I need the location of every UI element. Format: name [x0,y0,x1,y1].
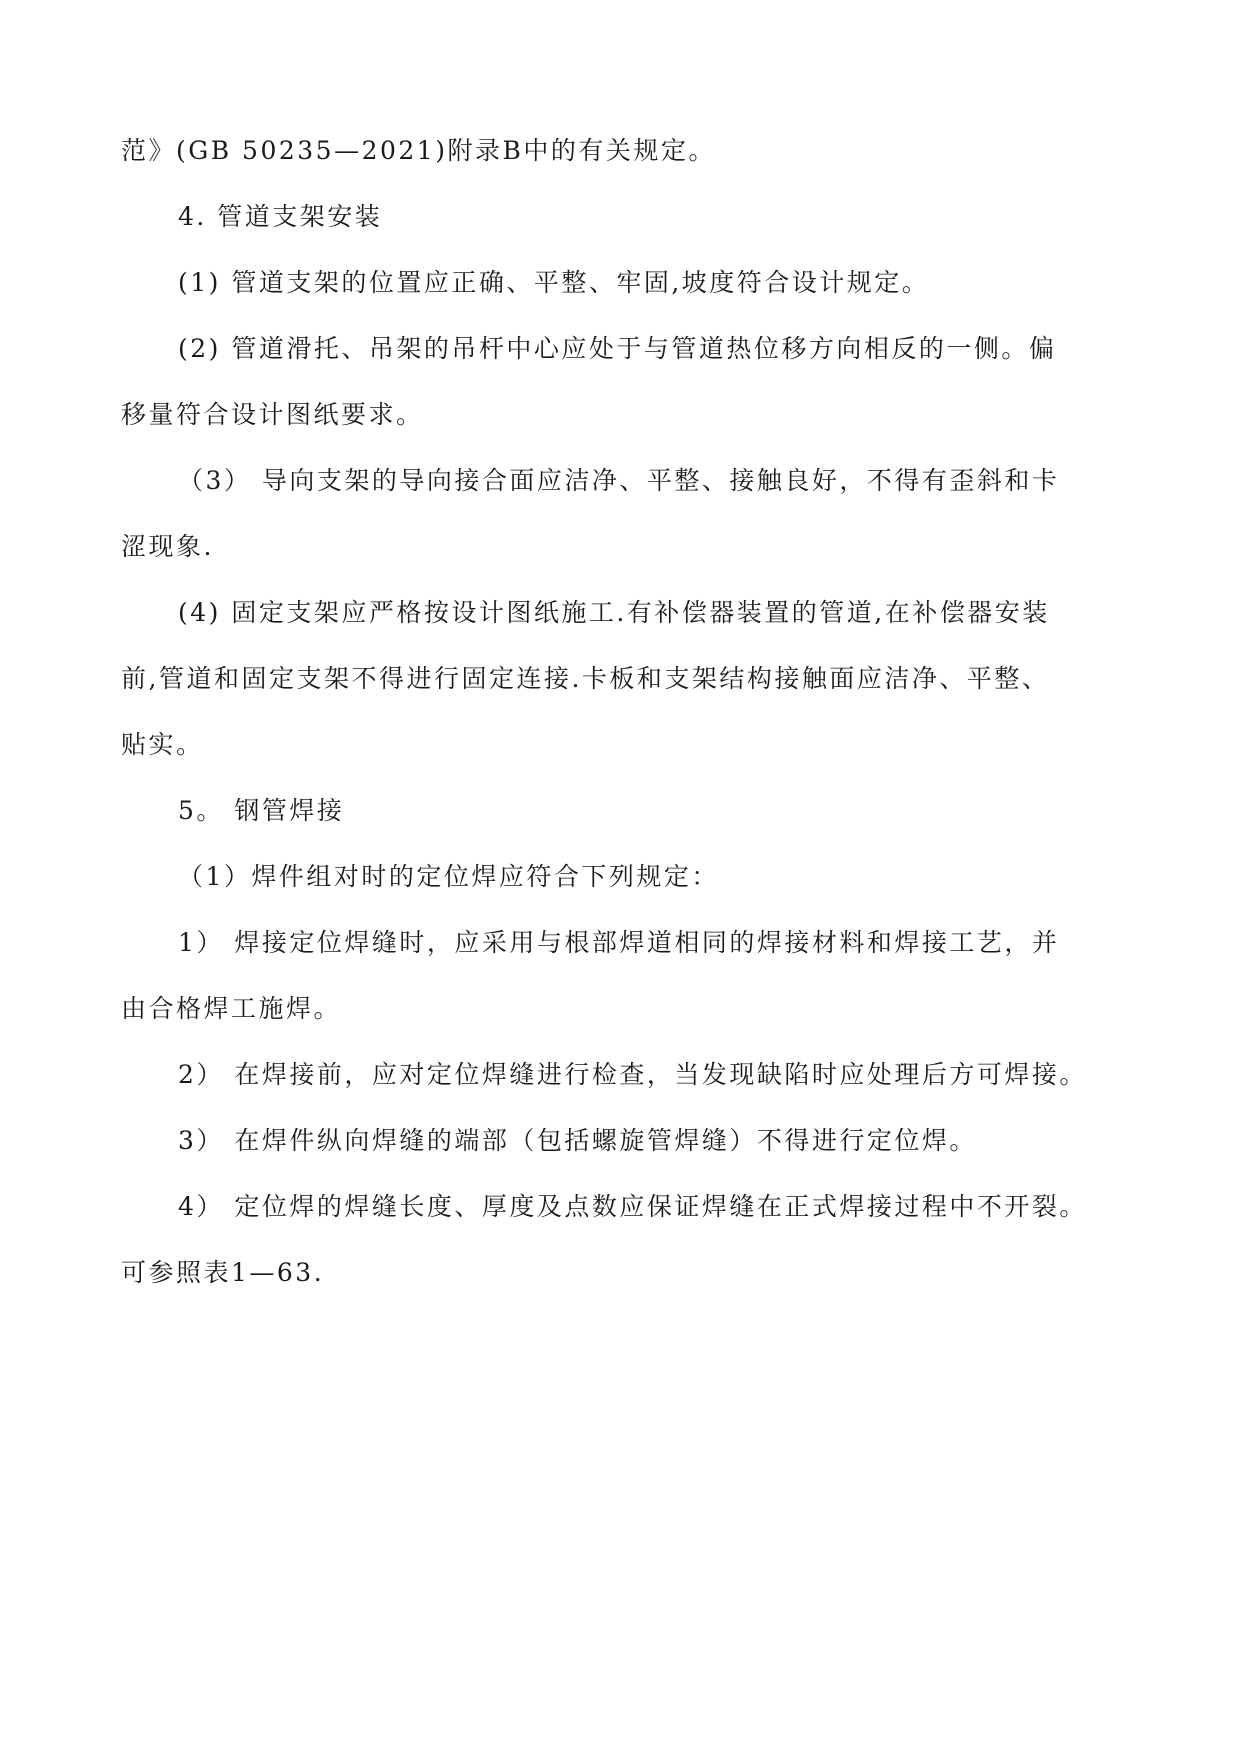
text-line: (1) 管道支架的位置应正确、平整、牢固,坡度符合设计规定。 [178,268,930,297]
text-line: 前,管道和固定支架不得进行固定连接.卡板和支架结构接触面应洁净、平整、 [121,664,1050,693]
text-line: 1） 焊接定位焊缝时，应采用与根部焊道相同的焊接材料和焊接工艺，并 [178,928,1060,957]
text-line: 可参照表1—63. [121,1258,325,1287]
text-line: (4) 固定支架应严格按设计图纸施工.有补偿器装置的管道,在补偿器安装 [178,598,1050,627]
text-line: 贴实。 [121,730,204,759]
section-heading: 5。 钢管焊接 [178,796,345,825]
text-line: 涩现象. [121,532,214,561]
text-line: 由合格焊工施焊。 [121,994,342,1023]
text-line: 4） 定位焊的焊缝长度、厚度及点数应保证焊缝在正式焊接过程中不开裂。 [178,1192,1087,1221]
text-line: 2） 在焊接前，应对定位焊缝进行检查，当发现缺陷时应处理后方可焊接。 [178,1060,1087,1089]
text-line: (2) 管道滑托、吊架的吊杆中心应处于与管道热位移方向相反的一侧。偏 [178,334,1057,363]
text-line: （3） 导向支架的导向接合面应洁净、平整、接触良好，不得有歪斜和卡 [178,466,1060,495]
text-line: 范》(GB 50235—2021)附录B中的有关规定。 [121,136,716,165]
text-line: （1）焊件组对时的定位焊应符合下列规定： [178,862,719,891]
text-line: 3） 在焊件纵向焊缝的端部（包括螺旋管焊缝）不得进行定位焊。 [178,1126,977,1155]
section-heading: 4. 管道支架安装 [178,202,383,231]
text-line: 移量符合设计图纸要求。 [121,400,424,429]
